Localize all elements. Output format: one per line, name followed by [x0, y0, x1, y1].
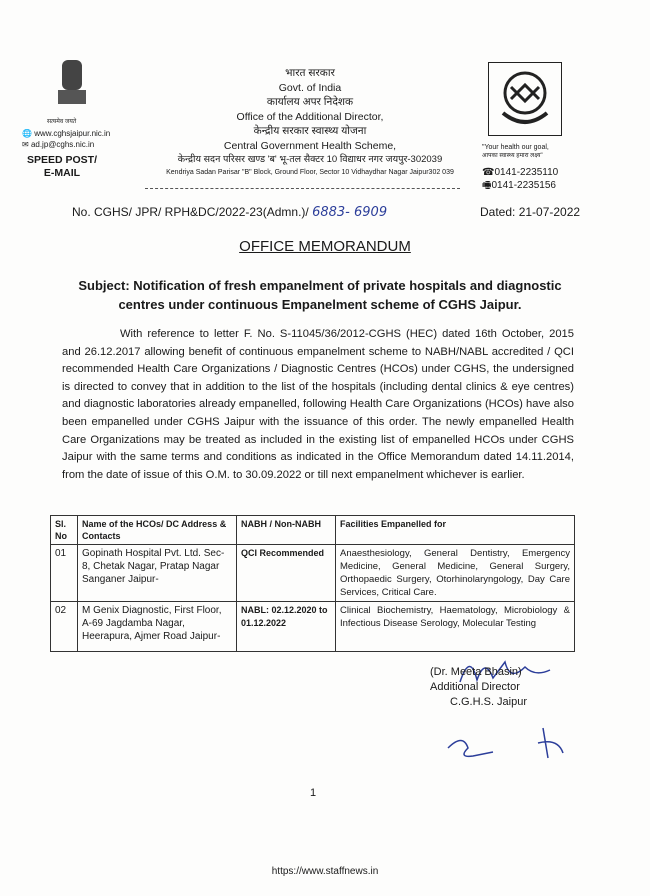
- cell-sl: 01: [51, 545, 78, 602]
- table-row: [51, 545, 575, 602]
- divider: [145, 188, 460, 189]
- col-nabh: NABH / Non-NABH: [237, 516, 336, 545]
- body-paragraph: With reference to letter F. No. S-11045/36/2012-CGHS (HEC) dated 16th October, 2015 and 26.12.2017 allowing benefit of continuous empanelment scheme to NABH/NABL accredited / QCI recommended Health Care Organizations / Diagnostic Centres (HCOs) under CGHS, the undersigned is directed to convey that in addition to the list of the hospitals (including dental clinics & eye centres) and diagnostic laboratories already empanelled, following Health Care Organizations (HCOs) have also been empanelled under CGHS Jaipur with the issuance of this order. The newly empanelled Health Care Organizations may be treated as included in the existing list of empanelled HCOs under CGHS Jaipur with the same terms and conditions as indicated in the Office Memorandum dated 14.11.2014, from the date of issue of this O.M. to 30.09.2022 or till next empanelment whichever is earlier.: [62, 328, 574, 481]
- cghs-logo-icon: [488, 62, 562, 136]
- globe-icon: 🌐: [22, 129, 32, 138]
- mail-icon: ✉: [22, 140, 29, 149]
- fax-icon: 🖷: [482, 180, 492, 191]
- hindi-office: कार्यालय अपर निदेशक: [266, 96, 354, 108]
- cell-nabh: QCI Recommended: [237, 545, 336, 602]
- signatory-office: C.G.H.S. Jaipur: [450, 696, 528, 708]
- col-sl: Sl. No: [51, 516, 78, 545]
- date: Dated: 21-07-2022: [480, 205, 581, 219]
- subject: Subject: Notification of fresh empanelment of private hospitals and diagnostic centres under continuous Empanelment scheme of CGHS Jaipur.: [78, 278, 562, 312]
- title-text: OFFICE MEMORANDUM: [239, 238, 411, 255]
- hindi-govt: भारत सरकार: [285, 67, 335, 79]
- signatory-designation: Additional Director: [430, 681, 520, 693]
- cell-facilities: Clinical Biochemistry, Haematology, Microbiology & Infectious Disease Serology, Molecular Testing: [336, 602, 575, 652]
- phone-icon: ☎: [482, 167, 495, 178]
- col-facilities: Facilities Empanelled for: [336, 516, 575, 545]
- page-title: [0, 238, 650, 255]
- signatory-name: (Dr. Meeta Bhasin): [430, 666, 522, 678]
- tagline: "Your health our goal,: [482, 144, 549, 151]
- office: Office of the Additional Director,: [236, 110, 384, 123]
- scheme: Central Government Health Scheme,: [223, 139, 397, 152]
- hindi-address: केन्द्रीय सदन परिसर खण्ड 'ब' भू-तल सैक्टर 10 विद्याधर नगर जयपुर-302039: [177, 154, 443, 165]
- footer-url[interactable]: https://www.staffnews.in: [271, 866, 379, 877]
- national-emblem-icon: [52, 58, 92, 113]
- tagline-hindi: आपका स्वास्थ्य हमारा लक्ष्य": [482, 153, 543, 159]
- fax: 0141-2235156: [491, 180, 556, 191]
- page-number: 1: [310, 787, 317, 799]
- website-link[interactable]: www.cghsjaipur.nic.in: [34, 129, 111, 138]
- col-name: Name of the HCOs/ DC Address & Contacts: [78, 516, 237, 545]
- letterhead-center: [130, 66, 490, 178]
- letterhead-right: [482, 62, 622, 195]
- phone: 0141-2235110: [494, 167, 559, 178]
- hindi-scheme: केन्द्रीय सरकार स्वास्थ्य योजना: [253, 125, 367, 137]
- cell-name: M Genix Diagnostic, First Floor, A-69 Jagdamba Nagar, Heerapura, Ajmer Road Jaipur-: [78, 602, 237, 652]
- dispatch-mode: SPEED POST/ E-MAIL: [26, 154, 98, 179]
- reference-number: [72, 205, 387, 220]
- cell-nabh: NABL: 02.12.2020 to 01.12.2022: [237, 602, 336, 652]
- email-link[interactable]: ad.jp@cghs.nic.in: [30, 140, 95, 149]
- hco-table: [50, 515, 575, 652]
- cell-name: Gopinath Hospital Pvt. Ltd. Sec-8, Chetak Nagar, Pratap Nagar Sanganer Jaipur-: [78, 545, 237, 602]
- emblem-motto: सत्यमेव जयते: [47, 119, 77, 125]
- govt: Govt. of India: [278, 81, 342, 94]
- cell-sl: 02: [51, 602, 78, 652]
- letterhead-left: [22, 108, 132, 180]
- handwritten-number: 6883- 6909: [312, 205, 388, 220]
- ref-number-text: No. CGHS/ JPR/ RPH&DC/2022-23(Admn.)/: [72, 205, 309, 219]
- cell-facilities: Anaesthesiology, General Dentistry, Emergency Medicine, General Medicine, General Surgery, Orthopaedic Surgery, Otorhinolaryngology, Day Care Services, Critical Care.: [336, 545, 575, 602]
- signatory-block: [430, 665, 527, 710]
- address: Kendriya Sadan Parisar "B" Block, Ground Floor, Sector 10 Vidhaydhar Nagar Jaipur302 039: [166, 168, 454, 176]
- handwritten-initials-icon: [438, 718, 578, 773]
- table-row: [51, 602, 575, 652]
- table-header: [51, 516, 575, 545]
